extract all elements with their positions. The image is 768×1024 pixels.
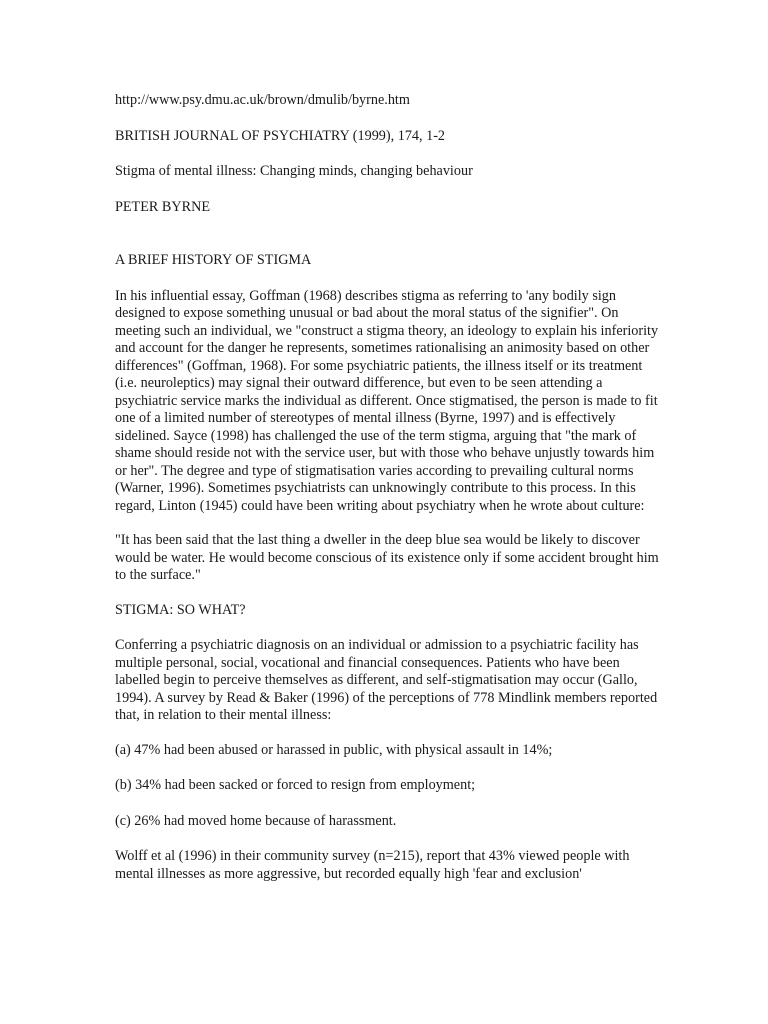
author-name: PETER BYRNE — [115, 198, 210, 215]
so-what-paragraph: Conferring a psychiatric diagnosis on an individual or admission to a psychiatric facility has multiple personal, social, vocational and financial consequences. Patients who have been labelled begin to perceive themselves as different, and self-stigmatisation may occur (Gallo, 1994). A survey by Read & Baker (1996) of the perceptions of 778 Mindlink members reported that, in relation to their mental illness: — [115, 637, 658, 723]
list-item-c: (c) 26% had moved home because of harassment. — [115, 812, 397, 829]
wolff-paragraph: Wolff et al (1996) in their community survey (n=215), report that 43% viewed people with mental illnesses as more aggressive, but recorded equally high 'fear and exclusion' — [115, 848, 630, 882]
article-title: Stigma of mental illness: Changing minds, changing behaviour — [115, 163, 473, 179]
list-item-b: (b) 34% had been sacked or forced to resign from employment; — [115, 777, 476, 793]
linton-quote: "It has been said that the last thing a dweller in the deep blue sea would be likely to discover would be water. He would become conscious of its existence only if some accident brought him to the surface." — [115, 532, 659, 583]
section-heading-so-what: STIGMA: SO WHAT? — [115, 601, 246, 618]
history-paragraph: In his influential essay, Goffman (1968) describes stigma as referring to 'any bodily sign designed to expose something unusual or bad about the moral status of the signifier". On meeting such an individual, we "construct a stigma theory, an ideology to explain his inferiority and account for the danger he represents, sometimes rationalising an animosity based on other differences" (Goffman, 1968). For some psychiatric patients, the illness itself or its treatment (i.e. neuroleptics) may signal their outward difference, but even to be seen attending a psychiatric service marks the individual as different. Once stigmatised, the person is made to fit one of a limited number of stereotypes of mental illness (Byrne, 1997) and is effectively sidelined. Sayce (1998) has challenged the use of the term stigma, arguing that "the mark of shame should reside not with the service user, but with those who behave unjustly towards him or her". The degree and type of stigmatisation varies according to prevailing cultural norms (Warner, 1996). Sometimes psychiatrists can unknowingly contribute to this process. In this regard, Linton (1945) could have been writing about psychiatry when he wrote about culture: — [115, 287, 659, 514]
source-url: http://www.psy.dmu.ac.uk/brown/dmulib/byrne.htm — [115, 92, 410, 108]
list-item-a: (a) 47% had been abused or harassed in public, with physical assault in 14%; — [115, 741, 553, 758]
journal-citation: BRITISH JOURNAL OF PSYCHIATRY (1999), 174, 1-2 — [115, 127, 446, 144]
document-page — [115, 92, 660, 900]
section-heading-history: A BRIEF HISTORY OF STIGMA — [115, 252, 312, 268]
